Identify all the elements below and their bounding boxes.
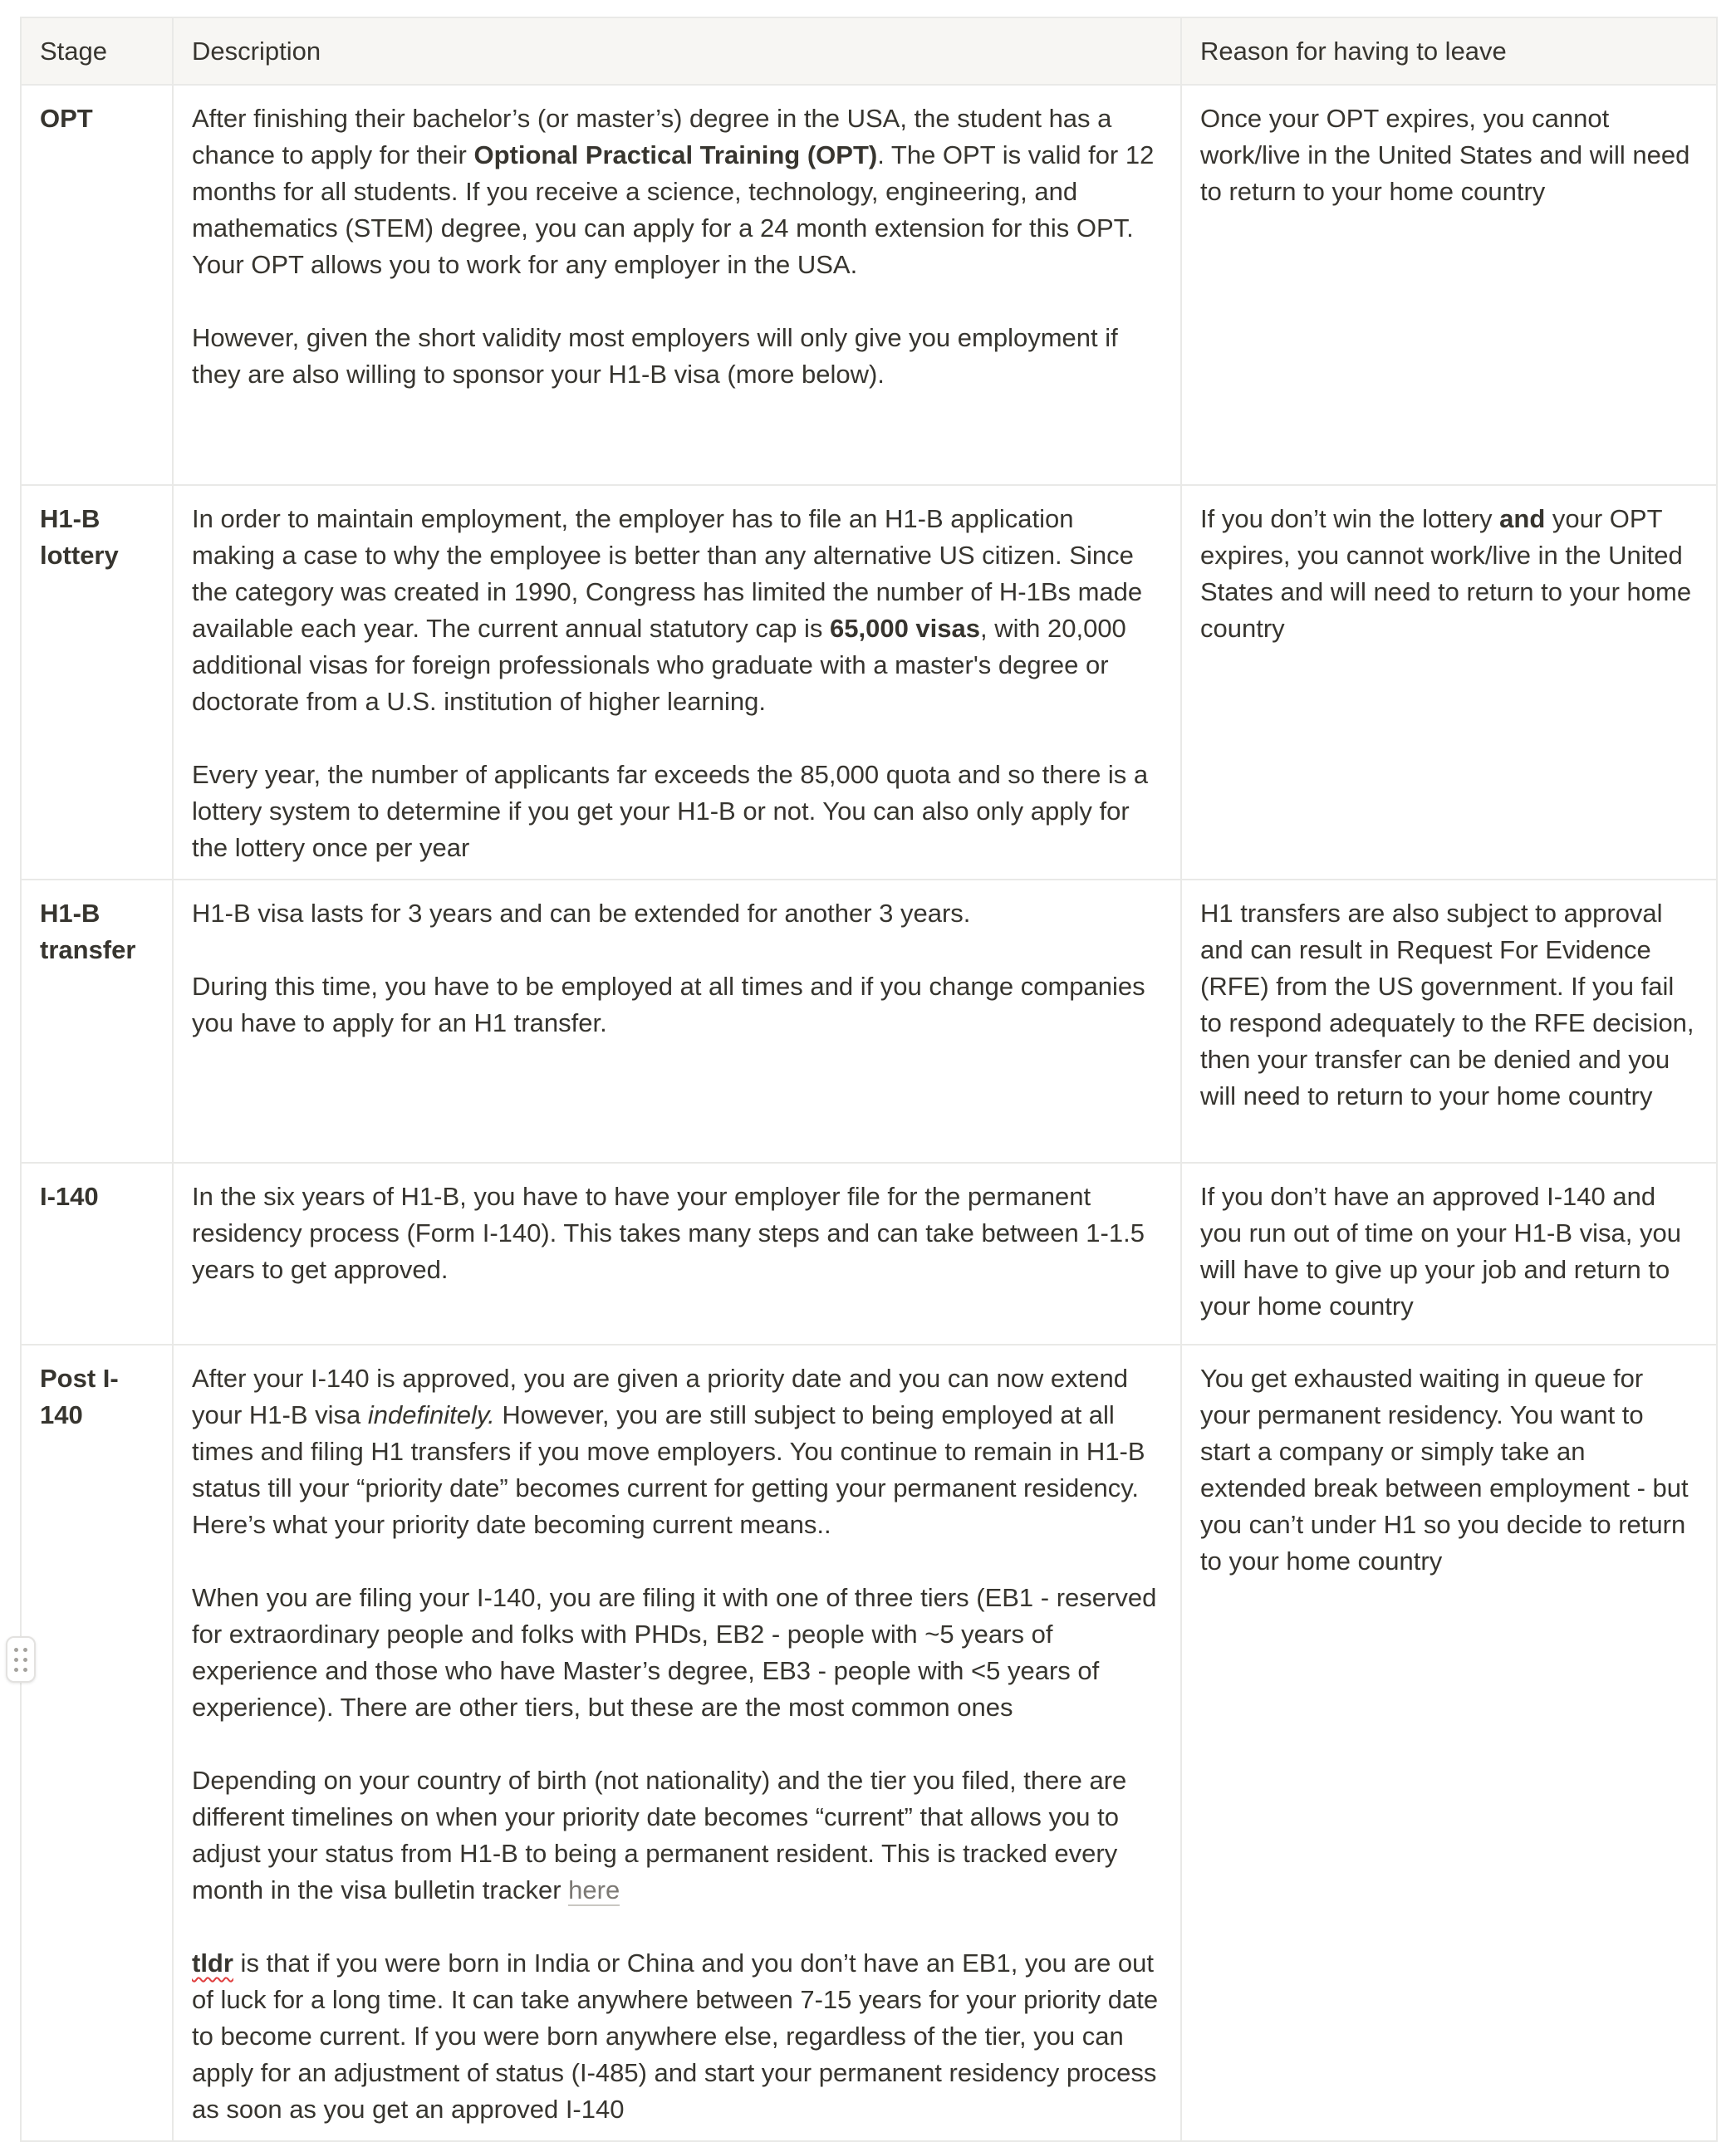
text-run: If you don’t have an approved I-140 and you run out of time on your H1-B visa, you will have to give up your job and return to your home country	[1200, 1182, 1681, 1321]
table-row	[21, 85, 1717, 485]
cell-paragraph	[192, 968, 1162, 1042]
visa-bulletin-link[interactable]: here	[568, 1875, 620, 1904]
text-run: After finishing their bachelor’s (or master’s) degree in the USA, the student has a chance to apply for their	[192, 104, 1112, 169]
text-run: When you are filing your I-140, you are filing it with one of three tiers (EB1 - reserved for extraordinary people and folks with PHDs, EB2 - people with ~5 years of experience and those who have Master’s degree, EB3 - people with <5 years of experience). There are other tiers, but these are the most common ones	[192, 1583, 1157, 1722]
text-run: During this time, you have to be employed at all times and if you change companies you have to apply for an H1 transfer.	[192, 972, 1145, 1037]
text-run: You get exhausted waiting in queue for your permanent residency. You want to start a company or simply take an extended break between employment - but you can’t under H1 so you decide to return to your home country	[1200, 1364, 1689, 1576]
text-run: However, you are still subject to being employed at all times and filing H1 transfers if you move employers. You continue to remain in H1-B status till your “priority date” becomes current for getting your permanent residency. Here’s what your priority date becoming current means..	[192, 1400, 1145, 1539]
description-cell[interactable]	[173, 880, 1181, 1163]
cell-paragraph	[192, 1762, 1162, 1909]
cell-paragraph	[1200, 100, 1698, 210]
reason-cell[interactable]	[1181, 1163, 1717, 1345]
drag-handle-icon	[14, 1648, 29, 1673]
bold-text: and	[1499, 504, 1546, 533]
text-run: H1-B visa lasts for 3 years and can be extended for another 3 years.	[192, 899, 971, 928]
text-run: , with 20,000 additional visas for foreign professionals who graduate with a master's degree or doctorate from a U.S. institution of higher learning.	[192, 614, 1126, 716]
text-run: H1 transfers are also subject to approval and can result in Request For Evidence (RFE) from the US government. If you fail to respond adequately to the RFE decision, then your transfer can be denied and you will need to return to your home country	[1200, 899, 1694, 1110]
text-run: your OPT expires, you cannot work/live in the United States and will need to return to your home country	[1200, 504, 1692, 643]
italic-text: indefinitely.	[367, 1400, 495, 1429]
stage-cell[interactable]: H1-B lottery	[21, 485, 173, 880]
text-run: After your I-140 is approved, you are given a priority date and you can now extend your H1-B visa	[192, 1364, 1129, 1429]
stages-table	[20, 17, 1718, 2142]
row-drag-handle[interactable]	[6, 1636, 36, 1683]
text-run: In order to maintain employment, the employer has to file an H1-B application making a case to why the employee is better than any alternative US citizen. Since the category was created in 1990, Congress has limited the number of H-1Bs made available each year. The current annual statutory cap is	[192, 504, 1143, 643]
text-run: Every year, the number of applicants far exceeds the 85,000 quota and so there is a lottery system to determine if you get your H1-B or not. You can also only apply for the lottery once per year	[192, 760, 1149, 862]
cell-paragraph	[192, 895, 1162, 932]
table-row	[21, 1163, 1717, 1345]
text-run: If you don’t win the lottery	[1200, 504, 1500, 533]
table-row	[21, 485, 1717, 880]
cell-paragraph	[192, 100, 1162, 283]
cell-paragraph	[1200, 1360, 1698, 1580]
stage-cell[interactable]: I-140	[21, 1163, 173, 1345]
reason-cell[interactable]	[1181, 880, 1717, 1163]
reason-cell[interactable]	[1181, 1345, 1717, 2141]
text-run: Once your OPT expires, you cannot work/live in the United States and will need to return to your home country	[1200, 104, 1690, 206]
cell-paragraph	[192, 1360, 1162, 1543]
cell-paragraph	[192, 1580, 1162, 1726]
cell-paragraph	[192, 757, 1162, 866]
bold-text: Optional Practical Training (OPT)	[473, 140, 878, 169]
table-row	[21, 880, 1717, 1163]
stage-cell[interactable]: Post I-140	[21, 1345, 173, 2141]
text-run: In the six years of H1-B, you have to have your employer file for the permanent residency process (Form I-140). This takes many steps and can take between 1-1.5 years to get approved.	[192, 1182, 1145, 1284]
header-stage[interactable]: Stage	[21, 17, 173, 85]
cell-paragraph	[1200, 895, 1698, 1115]
table-header	[21, 17, 1717, 85]
header-reason[interactable]: Reason for having to leave	[1181, 17, 1717, 85]
stage-cell[interactable]: OPT	[21, 85, 173, 485]
header-description[interactable]: Description	[173, 17, 1181, 85]
text-run: However, given the short validity most employers will only give you employment if they are also willing to sponsor your H1-B visa (more below).	[192, 323, 1118, 389]
cell-paragraph	[192, 1945, 1162, 2128]
header-row	[21, 17, 1717, 85]
reason-cell[interactable]	[1181, 85, 1717, 485]
cell-paragraph	[1200, 501, 1698, 647]
description-cell[interactable]	[173, 85, 1181, 485]
cell-paragraph	[192, 320, 1162, 393]
description-cell[interactable]	[173, 485, 1181, 880]
cell-paragraph	[192, 501, 1162, 720]
reason-cell[interactable]	[1181, 485, 1717, 880]
bold-text: 65,000 visas	[830, 614, 981, 643]
description-cell[interactable]	[173, 1163, 1181, 1345]
table-body	[21, 85, 1717, 2141]
text-run: . The OPT is valid for 12 months for all students. If you receive a science, technology, engineering, and mathematics (STEM) degree, you can apply for a 24 month extension for this OPT. Your OPT allows you to work for any employer in the USA.	[192, 140, 1155, 279]
table-row	[21, 1345, 1717, 2141]
cell-paragraph	[1200, 1179, 1698, 1325]
text-run: is that if you were born in India or China and you don’t have an EB1, you are out of luck for a long time. It can take anywhere between 7-15 years for your priority date to become current. If you were born anywhere else, regardless of the tier, you can apply for an adjustment of status (I-485) and start your permanent residency process as soon as you get an approved I-140	[192, 1948, 1159, 2124]
stage-cell[interactable]: H1-B transfer	[21, 880, 173, 1163]
stages-table-container	[20, 17, 1716, 2142]
description-cell[interactable]	[173, 1345, 1181, 2141]
spellcheck-flagged-word: tldr	[192, 1948, 233, 1978]
text-run: Depending on your country of birth (not nationality) and the tier you filed, there are different timelines on when your priority date becomes “current” that allows you to adjust your status from H1-B to being a permanent resident. This is tracked every month in the visa bulletin tracker	[192, 1766, 1127, 1904]
cell-paragraph	[192, 1179, 1162, 1288]
